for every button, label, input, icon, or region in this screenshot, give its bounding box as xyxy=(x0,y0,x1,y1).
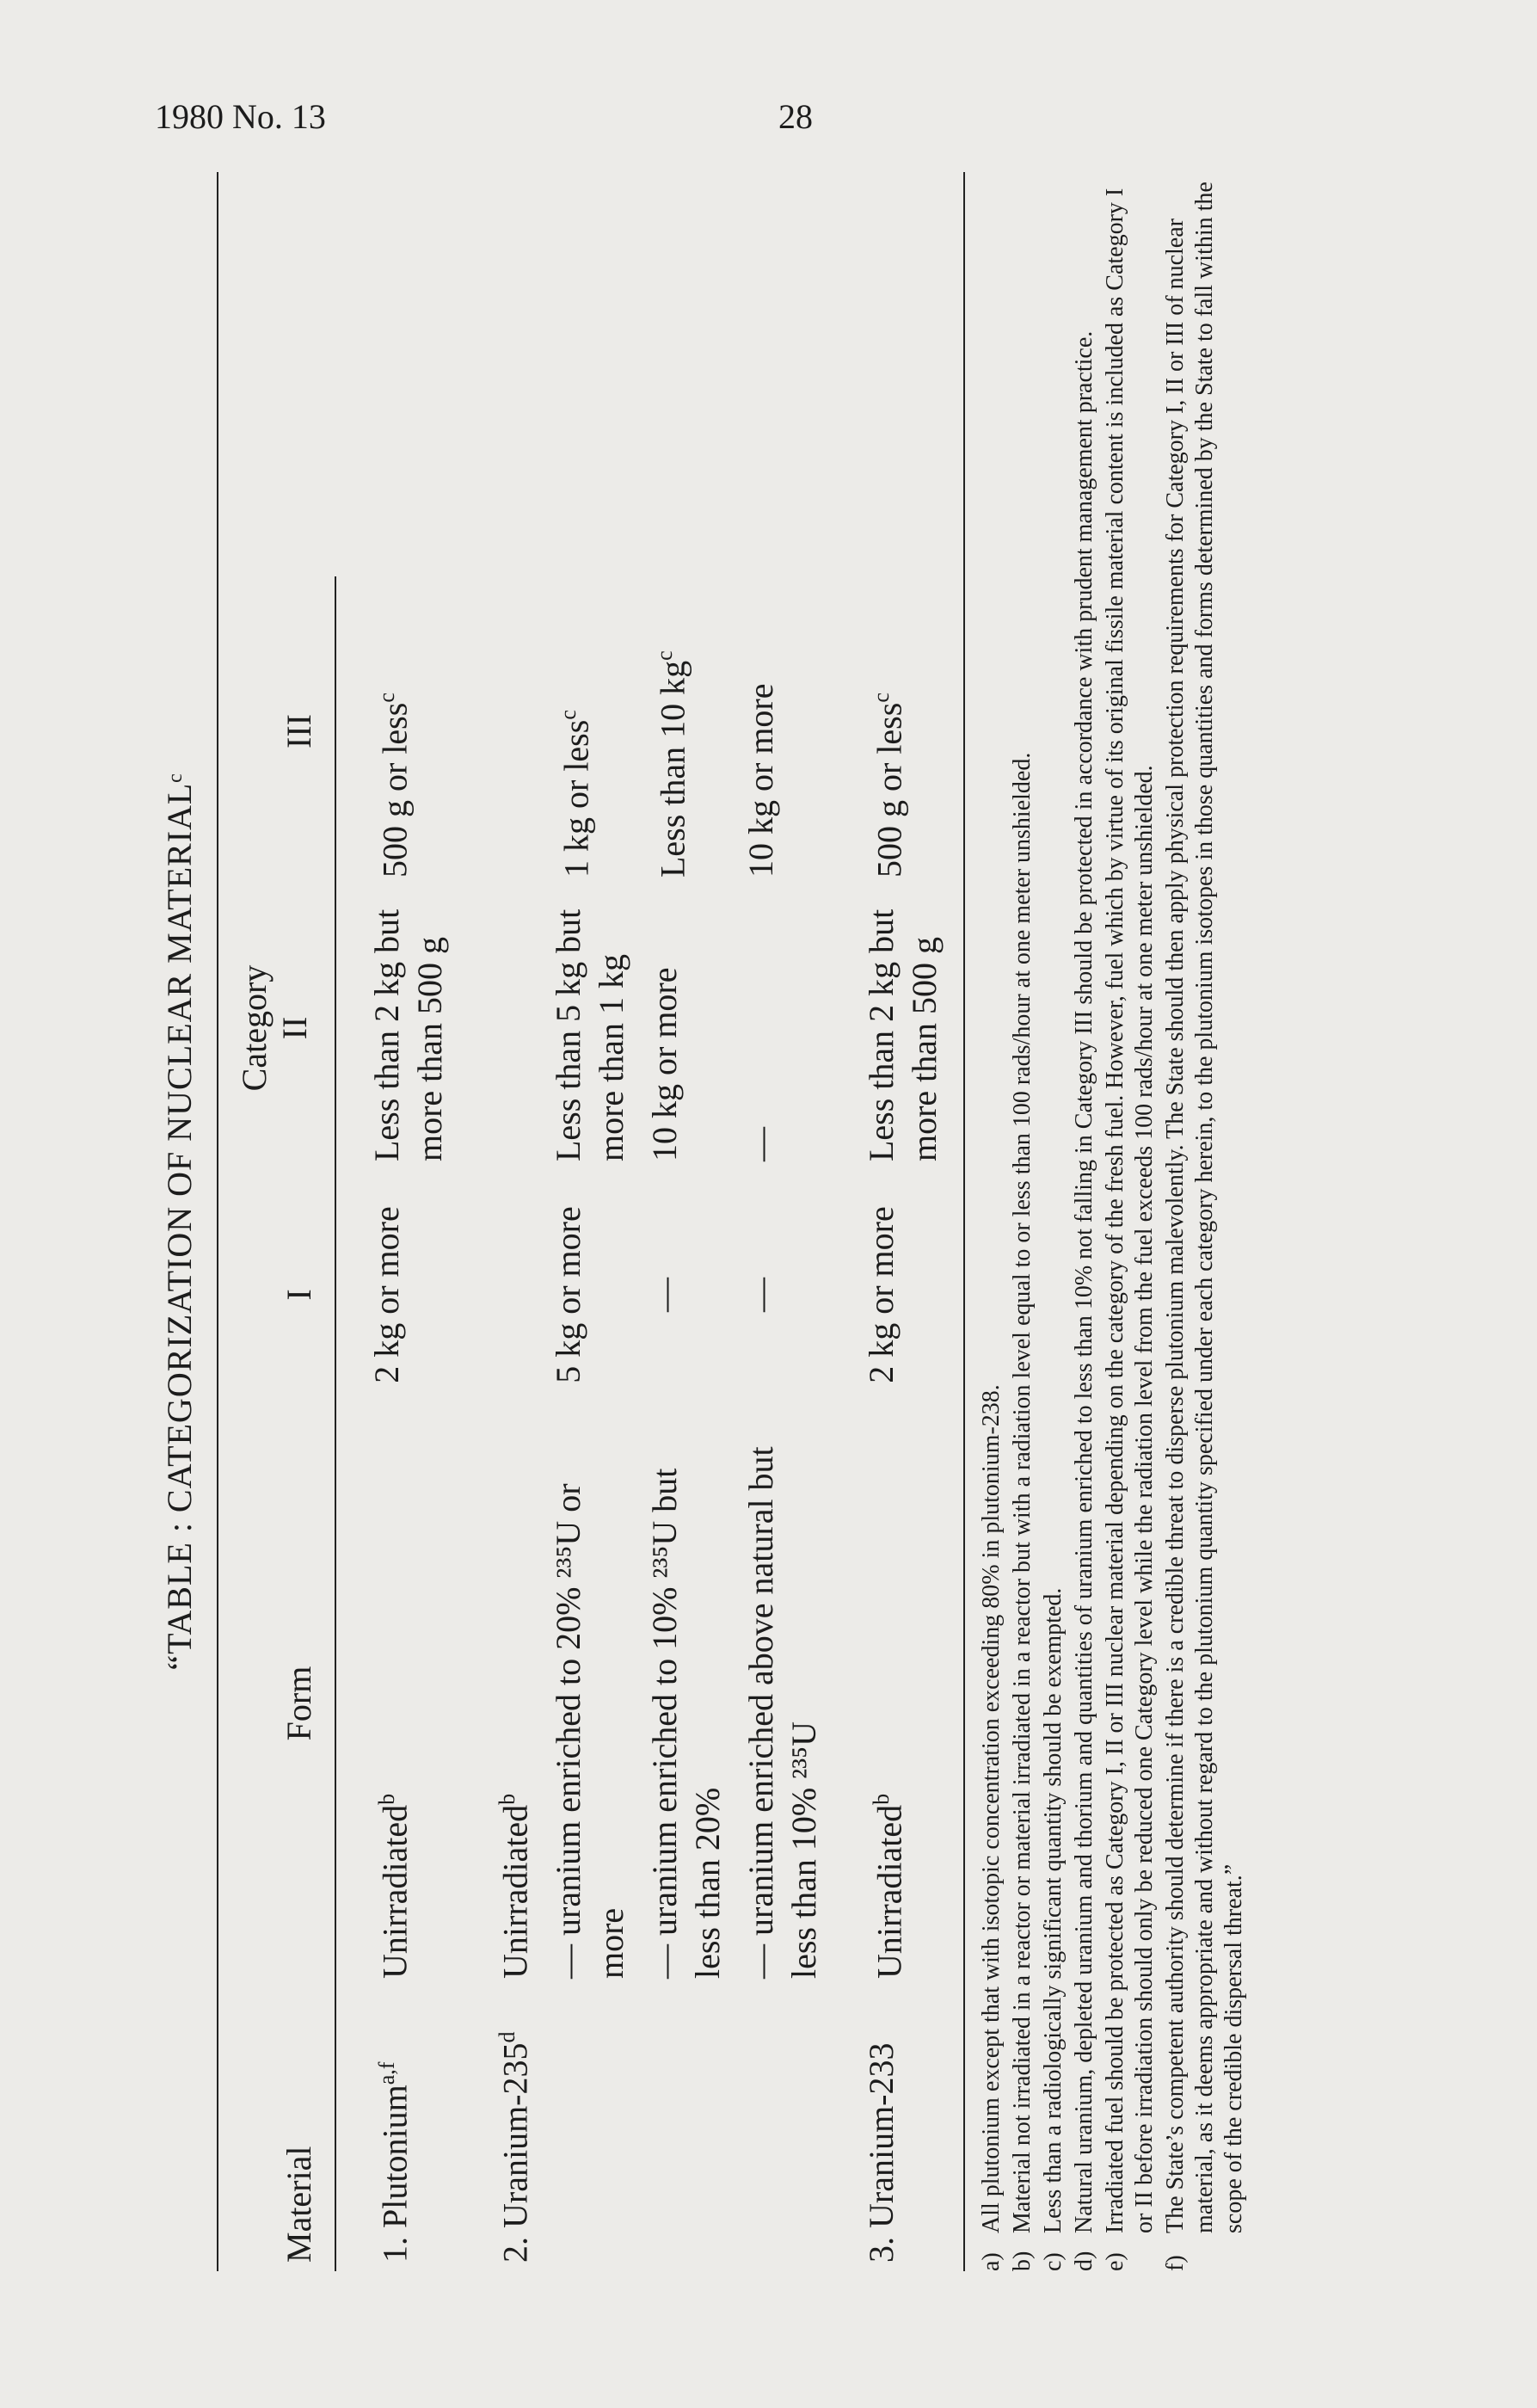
footnote-text: Irradiated fuel should be protected as Category I, II or III nuclear material depending on the category of the fresh fuel. However, fuel which by virtue of its original fissile material content is included as Category I or II before irradiation should only be reduced one Category level while the radiation level from the fuel exceeds 100 rads/hour at one meter unshielded. xyxy=(1102,188,1159,2233)
category-2-cell: Less than 5 kg but more than 1 kg xyxy=(549,908,631,1161)
page-number: 28 xyxy=(778,97,813,136)
category-3-cell: 500 g or less$^c$ xyxy=(374,693,415,878)
material-cell: 1. Plutonium$^{a,f}$ xyxy=(374,2061,415,2263)
category-1-cell: 5 kg or more xyxy=(549,1206,588,1383)
form-cell: — uranium enriched to 20% ²³⁵U or more xyxy=(549,1483,631,1979)
material-cell xyxy=(735,1987,831,2271)
category-2-cell: 10 kg or more xyxy=(645,967,685,1161)
table-row xyxy=(457,576,542,2271)
category-3-cell: 500 g or less$^c$ xyxy=(869,693,909,878)
footnote-key: b) xyxy=(1009,2251,1036,2271)
table-row xyxy=(735,576,831,2271)
table-row xyxy=(638,576,735,2271)
material-cell xyxy=(542,1987,638,2271)
table-row xyxy=(542,576,638,2271)
footnote xyxy=(1070,172,1099,2271)
table-row xyxy=(336,576,457,2271)
form-header: Form xyxy=(280,1666,318,1741)
category-3-cell: 10 kg or more xyxy=(741,683,781,878)
category-2-cell: — xyxy=(741,1127,781,1161)
category-1-cell xyxy=(457,1170,542,1420)
category-1-header: I xyxy=(280,1289,318,1301)
footnote xyxy=(1161,172,1249,2271)
header-row xyxy=(218,576,335,2271)
category-3-cell: Less than 10 $kg^c$ xyxy=(652,650,692,878)
material-cell: 2. Uranium-235$^d$ xyxy=(495,2031,535,2263)
category-3-header: III xyxy=(280,714,318,748)
category-1-cell: — xyxy=(645,1278,685,1312)
form-cell: Unirradiated$^b$ xyxy=(869,1793,909,1979)
footnote-key: a) xyxy=(978,2252,1005,2271)
footnote-text: All plutonium except that with isotopic concentration exceeding 80% in plutonium-238. xyxy=(978,1384,1005,2233)
material-cell xyxy=(638,1987,735,2271)
bottom-rule xyxy=(963,172,965,2271)
footnote-text: Natural uranium, depleted uranium and thorium and quantities of uranium enriched to less than 10% not falling in Category III should be protected in accordance with prudent management practice. xyxy=(1071,330,1098,2233)
category-label: Category xyxy=(235,964,274,1092)
table-title: “TABLE : CATEGORIZATION OF NUCLEAR MATERIALᶜ xyxy=(160,773,199,1671)
footnote-text: The State’s competent authority should determine if there is a credible threat to disperse plutonium malevolently. The State should then apply physical protection requirements for Category I, II or III of nuclear material, as it deems appropriate and without regard to the plutonium quantity specified under each category herein, to the plutonium isotopes in those quantities and forms determined by the State to fall within the scope of the credible dispersal threat.” xyxy=(1162,182,1248,2233)
footnote xyxy=(977,172,1006,2271)
footnote xyxy=(1008,172,1037,2271)
footnote-text: Less than a radiologically significant quantity should be exempted. xyxy=(1040,1587,1067,2233)
category-1-cell: 2 kg or more xyxy=(367,1206,406,1383)
categorization-table xyxy=(218,576,951,2271)
footnote-key: c) xyxy=(1040,2252,1067,2271)
year-number-header: 1980 No. 13 xyxy=(155,97,326,136)
category-2-cell xyxy=(457,886,542,1170)
material-header: Material xyxy=(280,2146,318,2263)
table-row xyxy=(831,576,951,2271)
form-cell: Unirradiated$^b$ xyxy=(374,1793,415,1979)
rotated-table-block xyxy=(159,172,1415,2271)
footnote-text: Material not irradiated in a reactor or material irradiated in a reactor but with a radiation level equal to or less than 100 rads/hour at one meter unshielded. xyxy=(1009,752,1036,2233)
footnote xyxy=(1101,172,1159,2271)
footnotes xyxy=(977,172,1249,2271)
form-cell: — uranium enriched to 10% ²³⁵U but less than 20% xyxy=(645,1468,728,1979)
footnote-key: e) xyxy=(1102,2252,1129,2271)
material-cell: 3. Uranium-233 xyxy=(862,2042,901,2263)
category-2-cell: Less than 2 kg but more than 500 g xyxy=(367,908,449,1161)
footnote-key: f) xyxy=(1162,2255,1190,2271)
category-2-header: Category II xyxy=(218,886,335,1170)
form-cell: — uranium enriched above natural but less than 10% ²³⁵U xyxy=(741,1446,824,1979)
footnote-key: d) xyxy=(1071,2251,1098,2271)
category-1-cell: 2 kg or more xyxy=(862,1206,901,1383)
category-1-cell: — xyxy=(741,1278,781,1312)
category-3-cell: 1 kg or less$^c$ xyxy=(556,710,596,878)
category-2-cell: Less than 2 kg but more than 500 g xyxy=(862,908,944,1161)
footnote xyxy=(1039,172,1068,2271)
form-cell: Unirradiated$^b$ xyxy=(495,1793,535,1979)
category-3-cell xyxy=(457,576,542,886)
